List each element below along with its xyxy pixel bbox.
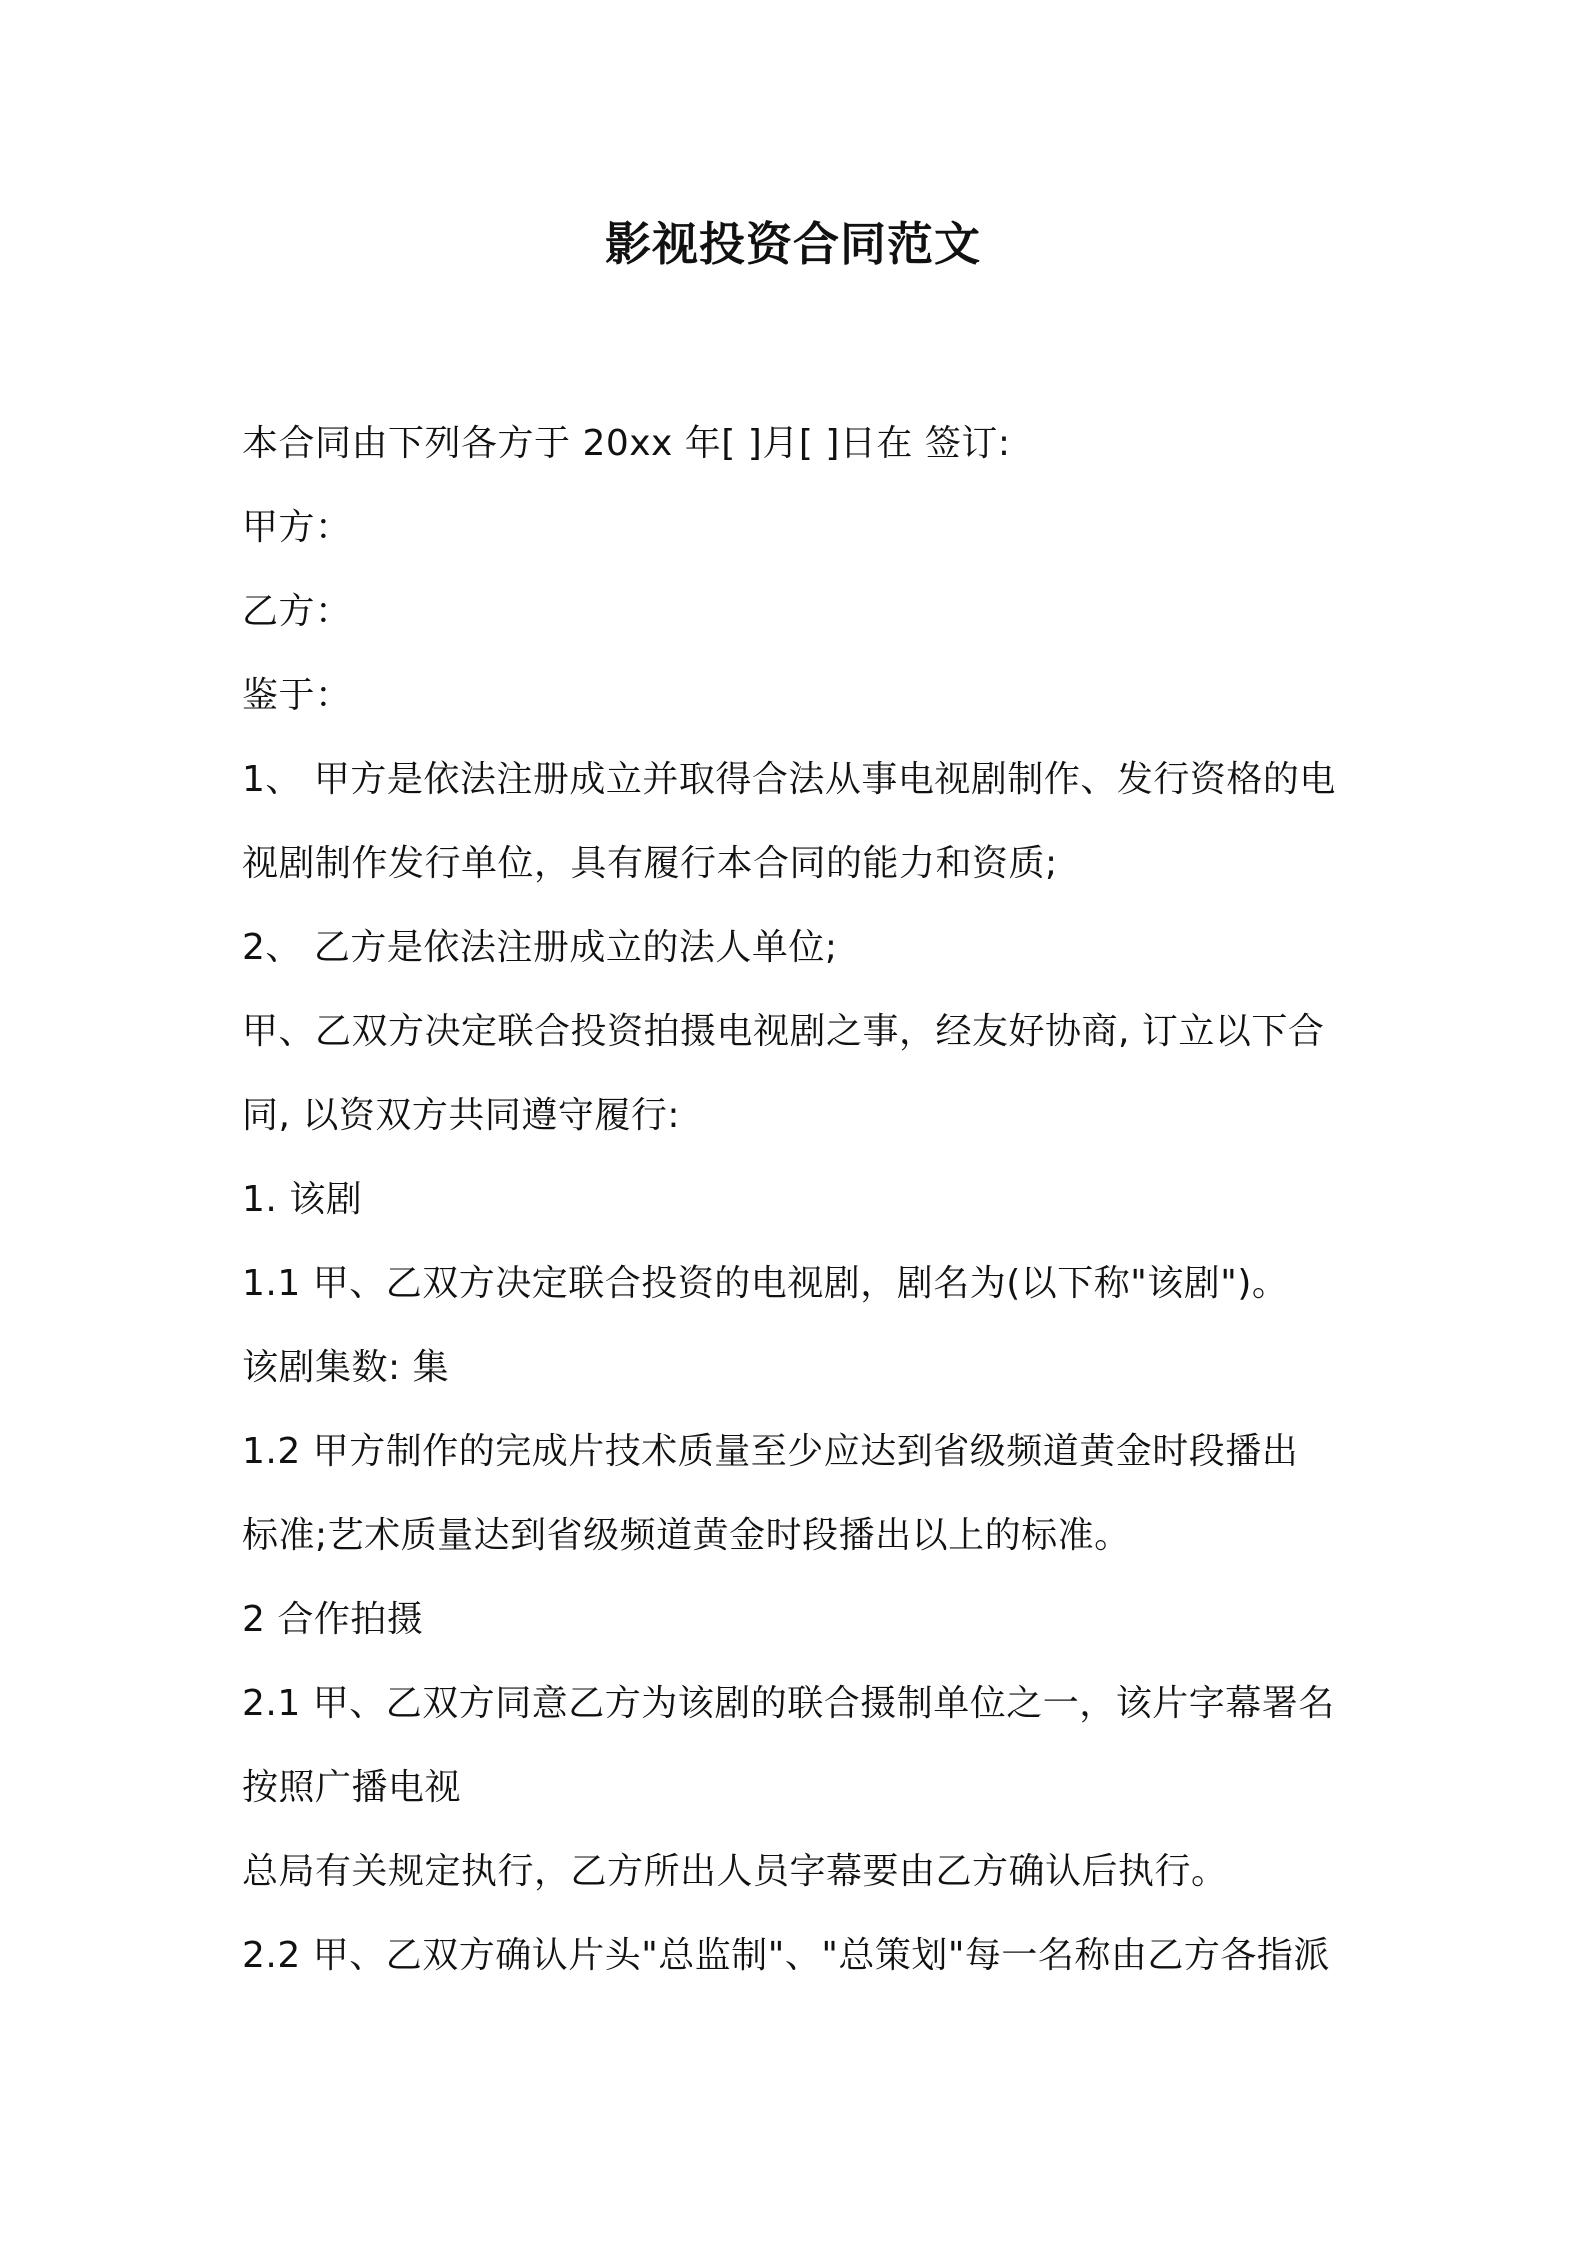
clause-line: 标准;艺术质量达到省级频道黄金时段播出以上的标准。 xyxy=(242,1515,1131,1556)
clause-line: 按照广播电视 xyxy=(242,1767,462,1808)
clause-line: 甲、乙双方决定联合投资拍摄电视剧之事，经友好协商, 订立以下合 xyxy=(242,1011,1325,1052)
clause-line: 视剧制作发行单位，具有履行本合同的能力和资质; xyxy=(242,843,1058,884)
clause-line: 2.1 甲、乙双方同意乙方为该剧的联合摄制单位之一，该片字幕署名 xyxy=(242,1683,1335,1724)
section-heading: 2 合作拍摄 xyxy=(242,1599,424,1640)
clause-line: 2.2 甲、乙双方确认片头"总监制"、"总策划"每一名称由乙方各指派 xyxy=(242,1935,1330,1976)
clause-line: 该剧集数: 集 xyxy=(242,1347,450,1388)
clause-line: 2、 乙方是依法注册成立的法人单位; xyxy=(242,927,838,968)
party-a-line: 甲方： xyxy=(242,507,352,548)
whereas-line: 鉴于： xyxy=(242,675,352,716)
document-body xyxy=(242,402,1362,1998)
party-b-line: 乙方： xyxy=(242,591,352,632)
clause-line: 1.1 甲、乙双方决定联合投资的电视剧，剧名为(以下称"该剧")。 xyxy=(242,1263,1289,1304)
contract-intro-line: 本合同由下列各方于 20xx 年[ ]月[ ]日在 签订: xyxy=(242,423,1011,464)
clause-line: 1、 甲方是依法注册成立并取得合法从事电视剧制作、发行资格的电 xyxy=(242,759,1336,800)
clause-line: 1.2 甲方制作的完成片技术质量至少应达到省级频道黄金时段播出 xyxy=(242,1431,1299,1472)
clause-line: 同, 以资双方共同遵守履行: xyxy=(242,1095,681,1136)
document-title: 影视投资合同范文 xyxy=(605,217,981,271)
clause-line: 总局有关规定执行，乙方所出人员字幕要由乙方确认后执行。 xyxy=(242,1851,1228,1892)
section-heading: 1. 该剧 xyxy=(242,1179,363,1220)
